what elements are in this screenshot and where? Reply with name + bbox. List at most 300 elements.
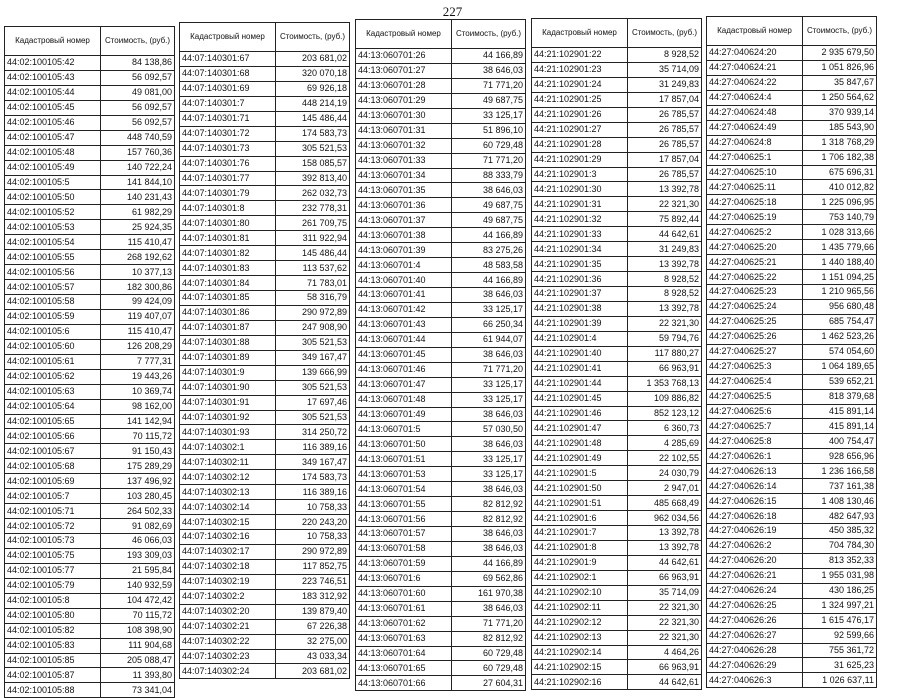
table-row	[532, 197, 702, 212]
cost-cell: 232 778,31	[276, 201, 350, 216]
table-row	[5, 56, 175, 71]
cadastral-number-cell: 44:27:040625:2	[707, 225, 803, 240]
cost-cell: 1 051 826,96	[803, 60, 877, 75]
cadastral-number-cell: 44:07:140301:73	[180, 141, 276, 156]
table-row	[356, 437, 526, 452]
cost-cell: 119 407,07	[101, 309, 175, 324]
cadastral-number-cell: 44:02:100105:72	[5, 519, 101, 534]
cadastral-number-cell: 44:27:040625:22	[707, 270, 803, 285]
table-row	[356, 243, 526, 258]
cost-cell: 33 125,17	[452, 302, 526, 317]
cost-cell: 174 583,73	[276, 470, 350, 485]
table-row	[180, 485, 350, 500]
cost-cell: 1 353 768,13	[628, 376, 702, 391]
table-row	[532, 570, 702, 585]
cadastral-number-cell: 44:02:100105:47	[5, 130, 101, 145]
cost-cell: 25 924,35	[101, 220, 175, 235]
cost-cell: 22 321,30	[628, 197, 702, 212]
table-row	[356, 317, 526, 332]
table-row	[707, 389, 877, 404]
cadastral-number-cell: 44:27:040626:19	[707, 524, 803, 539]
cadastral-number-cell: 44:13:060701:55	[356, 497, 452, 512]
table-row	[180, 395, 350, 410]
cadastral-number-cell: 44:13:060701:65	[356, 661, 452, 676]
cost-cell: 539 652,21	[803, 374, 877, 389]
cadastral-number-cell: 44:13:060701:26	[356, 49, 452, 64]
cost-cell: 349 167,47	[276, 350, 350, 365]
table-row	[356, 482, 526, 497]
cadastral-number-cell: 44:13:060701:27	[356, 63, 452, 78]
table-row	[356, 556, 526, 571]
table-row	[707, 464, 877, 479]
table-row	[707, 210, 877, 225]
table-row	[5, 548, 175, 563]
table-row	[5, 534, 175, 549]
cadastral-number-cell: 44:27:040625:23	[707, 285, 803, 300]
table-row	[180, 380, 350, 395]
cost-cell: 685 754,47	[803, 314, 877, 329]
cadastral-number-cell: 44:13:060701:63	[356, 631, 452, 646]
cadastral-number-cell: 44:21:102902:16	[532, 675, 628, 690]
table-row	[707, 75, 877, 90]
cadastral-number-cell: 44:13:060701:48	[356, 392, 452, 407]
table-row	[356, 377, 526, 392]
table-row	[707, 299, 877, 314]
header-cadastral-number: Кадастровый номер	[356, 20, 452, 49]
cadastral-number-cell: 44:07:140301:7	[180, 96, 276, 111]
table-row	[180, 201, 350, 216]
table-row	[532, 391, 702, 406]
cadastral-number-cell: 44:13:060701:59	[356, 556, 452, 571]
cost-cell: 755 361,72	[803, 643, 877, 658]
table-row	[356, 258, 526, 273]
cost-cell: 1 462 523,26	[803, 329, 877, 344]
cadastral-number-cell: 44:27:040626:2	[707, 538, 803, 553]
cadastral-number-cell: 44:07:140301:69	[180, 81, 276, 96]
cadastral-number-cell: 44:13:060701:49	[356, 407, 452, 422]
cost-cell: 35 714,09	[628, 585, 702, 600]
cadastral-number-cell: 44:21:102901:35	[532, 257, 628, 272]
cost-cell: 33 125,17	[452, 452, 526, 467]
table-row	[356, 228, 526, 243]
table-row	[532, 301, 702, 316]
cadastral-number-cell: 44:07:140301:91	[180, 395, 276, 410]
cost-cell: 33 125,17	[452, 392, 526, 407]
table-row	[356, 332, 526, 347]
cost-cell: 7 777,31	[101, 354, 175, 369]
table-row	[707, 628, 877, 643]
cost-cell: 73 341,04	[101, 683, 175, 698]
cadastral-number-cell: 44:07:140302:22	[180, 634, 276, 649]
table-row	[707, 419, 877, 434]
cost-cell: 852 123,12	[628, 406, 702, 421]
table-row	[5, 324, 175, 339]
cadastral-number-cell: 44:21:102901:51	[532, 496, 628, 511]
cadastral-number-cell: 44:13:060701:45	[356, 347, 452, 362]
table-row	[532, 466, 702, 481]
table-row	[180, 350, 350, 365]
table-row	[5, 653, 175, 668]
cadastral-number-cell: 44:13:060701:36	[356, 198, 452, 213]
cost-cell: 70 115,72	[101, 608, 175, 623]
cadastral-number-cell: 44:02:100105:67	[5, 444, 101, 459]
table-row	[356, 93, 526, 108]
table-row	[5, 160, 175, 175]
cadastral-number-cell: 44:07:140301:67	[180, 52, 276, 67]
cadastral-number-cell: 44:13:060701:29	[356, 93, 452, 108]
table-row	[5, 519, 175, 534]
cadastral-number-cell: 44:21:102902:12	[532, 615, 628, 630]
cost-cell: 117 880,27	[628, 346, 702, 361]
table-row	[707, 524, 877, 539]
cost-cell: 174 583,73	[276, 126, 350, 141]
cost-cell: 370 939,14	[803, 105, 877, 120]
cadastral-number-cell: 44:02:100105:58	[5, 295, 101, 310]
cadastral-number-cell: 44:21:102901:32	[532, 212, 628, 227]
cadastral-number-cell: 44:21:102901:9	[532, 555, 628, 570]
table-row	[356, 571, 526, 586]
table-row	[5, 369, 175, 384]
cost-cell: 415 891,14	[803, 419, 877, 434]
header-cadastral-number: Кадастровый номер	[532, 19, 628, 48]
cost-cell: 1 064 189,65	[803, 359, 877, 374]
cost-cell: 141 844,10	[101, 175, 175, 190]
cost-cell: 66 250,34	[452, 317, 526, 332]
cadastral-number-cell: 44:07:140301:86	[180, 305, 276, 320]
table-row	[180, 305, 350, 320]
table-row	[356, 362, 526, 377]
cost-cell: 92 599,66	[803, 628, 877, 643]
cadastral-number-cell: 44:27:040626:26	[707, 613, 803, 628]
cost-cell: 82 812,92	[452, 512, 526, 527]
table-row	[5, 474, 175, 489]
cost-cell: 290 972,89	[276, 544, 350, 559]
cadastral-number-cell: 44:27:040625:7	[707, 419, 803, 434]
cost-cell: 103 280,45	[101, 489, 175, 504]
cost-cell: 66 963,91	[628, 361, 702, 376]
cadastral-number-cell: 44:21:102901:5	[532, 466, 628, 481]
cadastral-number-cell: 44:21:102901:25	[532, 92, 628, 107]
cost-cell: 60 729,48	[452, 661, 526, 676]
cadastral-number-cell: 44:21:102902:14	[532, 645, 628, 660]
cadastral-number-cell: 44:27:040624:4	[707, 90, 803, 105]
cost-cell: 51 896,10	[452, 123, 526, 138]
cadastral-number-cell: 44:02:100105:54	[5, 235, 101, 250]
table-row	[180, 335, 350, 350]
cost-cell: 956 680,48	[803, 299, 877, 314]
cadastral-number-cell: 44:21:102901:37	[532, 287, 628, 302]
cadastral-number-cell: 44:13:060701:39	[356, 243, 452, 258]
cost-cell: 1 435 779,66	[803, 240, 877, 255]
table-row	[356, 527, 526, 542]
cost-cell: 21 595,84	[101, 563, 175, 578]
table-row	[5, 70, 175, 85]
table-row	[707, 494, 877, 509]
cost-cell: 157 760,36	[101, 145, 175, 160]
cadastral-number-cell: 44:21:102901:4	[532, 331, 628, 346]
cost-cell: 305 521,53	[276, 141, 350, 156]
table-row	[180, 515, 350, 530]
table-row	[5, 205, 175, 220]
cadastral-number-cell: 44:02:100105:73	[5, 534, 101, 549]
cadastral-number-cell: 44:07:140301:84	[180, 276, 276, 291]
cost-cell: 1 318 768,29	[803, 135, 877, 150]
cost-cell: 43 033,34	[276, 649, 350, 664]
cadastral-number-cell: 44:13:060701:38	[356, 228, 452, 243]
table-row	[180, 649, 350, 664]
cost-cell: 49 687,75	[452, 213, 526, 228]
table-row	[532, 272, 702, 287]
cadastral-number-cell: 44:02:100105:8	[5, 593, 101, 608]
cadastral-number-cell: 44:27:040626:18	[707, 509, 803, 524]
cost-cell: 60 729,48	[452, 138, 526, 153]
table-row	[532, 122, 702, 137]
table-row	[532, 227, 702, 242]
table-row	[532, 615, 702, 630]
cadastral-number-cell: 44:13:060701:33	[356, 153, 452, 168]
cadastral-number-cell: 44:02:100105:64	[5, 399, 101, 414]
cost-cell: 49 687,75	[452, 93, 526, 108]
table-row	[180, 455, 350, 470]
cadastral-number-cell: 44:13:060701:62	[356, 616, 452, 631]
cadastral-number-cell: 44:21:102902:10	[532, 585, 628, 600]
table-row	[356, 541, 526, 556]
cadastral-number-cell: 44:13:060701:44	[356, 332, 452, 347]
cadastral-number-cell: 44:02:100105:7	[5, 489, 101, 504]
cost-cell: 38 646,03	[452, 183, 526, 198]
cost-cell: 262 032,73	[276, 186, 350, 201]
table-row	[180, 96, 350, 111]
cadastral-number-cell: 44:27:040626:1	[707, 449, 803, 464]
table-row	[356, 676, 526, 691]
cadastral-number-cell: 44:27:040626:3	[707, 673, 803, 688]
cost-cell: 813 352,33	[803, 553, 877, 568]
table-row	[707, 449, 877, 464]
cadastral-number-cell: 44:27:040624:8	[707, 135, 803, 150]
table-row	[356, 512, 526, 527]
table-row	[180, 634, 350, 649]
cadastral-number-cell: 44:07:140301:87	[180, 320, 276, 335]
cost-cell: 161 970,38	[452, 586, 526, 601]
header-cost: Стоимость, (руб.)	[628, 19, 702, 48]
cadastral-number-cell: 44:07:140302:20	[180, 604, 276, 619]
cadastral-number-cell: 44:07:140301:71	[180, 111, 276, 126]
table-row	[707, 553, 877, 568]
table-row	[5, 175, 175, 190]
cost-cell: 139 666,99	[276, 365, 350, 380]
cost-cell: 1 615 476,17	[803, 613, 877, 628]
table-row	[180, 604, 350, 619]
cadastral-number-cell: 44:27:040625:27	[707, 344, 803, 359]
table-row	[356, 467, 526, 482]
cadastral-number-cell: 44:02:100105:83	[5, 638, 101, 653]
cadastral-number-cell: 44:13:060701:64	[356, 646, 452, 661]
table-row	[5, 593, 175, 608]
cadastral-number-cell: 44:07:140302:19	[180, 574, 276, 589]
cost-cell: 1 408 130,46	[803, 494, 877, 509]
cadastral-number-cell: 44:02:100105:52	[5, 205, 101, 220]
cost-cell: 311 922,94	[276, 231, 350, 246]
table-row	[532, 630, 702, 645]
cost-cell: 26 785,57	[628, 137, 702, 152]
cost-cell: 31 249,83	[628, 77, 702, 92]
cadastral-number-cell: 44:02:100105:56	[5, 265, 101, 280]
table-row	[532, 212, 702, 227]
cost-cell: 4 285,69	[628, 436, 702, 451]
cadastral-number-cell: 44:02:100105:50	[5, 190, 101, 205]
cost-cell: 205 088,47	[101, 653, 175, 668]
cadastral-number-cell: 44:21:102901:8	[532, 540, 628, 555]
cost-cell: 75 892,44	[628, 212, 702, 227]
cadastral-number-cell: 44:13:060701:56	[356, 512, 452, 527]
cadastral-number-cell: 44:21:102901:30	[532, 182, 628, 197]
cost-cell: 82 812,92	[452, 631, 526, 646]
cost-cell: 8 928,52	[628, 287, 702, 302]
table-row	[5, 444, 175, 459]
cadastral-number-cell: 44:02:100105:87	[5, 668, 101, 683]
table-row	[532, 107, 702, 122]
table-row	[5, 623, 175, 638]
table-row	[532, 152, 702, 167]
table-row	[180, 530, 350, 545]
table-row	[5, 115, 175, 130]
cost-cell: 2 947,01	[628, 481, 702, 496]
table-row	[180, 470, 350, 485]
table-row	[356, 586, 526, 601]
cost-cell: 67 226,38	[276, 619, 350, 634]
cost-cell: 1 151 094,25	[803, 270, 877, 285]
table-row	[180, 440, 350, 455]
cadastral-number-cell: 44:27:040626:15	[707, 494, 803, 509]
table-row	[180, 52, 350, 67]
cost-cell: 13 392,78	[628, 301, 702, 316]
cadastral-number-cell: 44:21:102902:15	[532, 660, 628, 675]
cadastral-number-cell: 44:07:140301:68	[180, 66, 276, 81]
cadastral-number-cell: 44:07:140302:13	[180, 485, 276, 500]
cost-cell: 32 275,00	[276, 634, 350, 649]
cadastral-number-cell: 44:21:102901:28	[532, 137, 628, 152]
table-row	[532, 421, 702, 436]
cost-cell: 6 360,73	[628, 421, 702, 436]
cadastral-number-cell: 44:02:100105:75	[5, 548, 101, 563]
cost-cell: 91 150,43	[101, 444, 175, 459]
cadastral-number-cell: 44:02:100105:61	[5, 354, 101, 369]
cost-cell: 1 210 965,56	[803, 285, 877, 300]
cost-cell: 485 668,49	[628, 496, 702, 511]
table-row	[707, 329, 877, 344]
table-row	[532, 645, 702, 660]
cadastral-number-cell: 44:13:060701:5	[356, 422, 452, 437]
cost-cell: 1 026 637,11	[803, 673, 877, 688]
cost-cell: 818 379,68	[803, 389, 877, 404]
cadastral-number-cell: 44:13:060701:40	[356, 273, 452, 288]
table-row	[180, 276, 350, 291]
cadastral-number-cell: 44:27:040625:25	[707, 314, 803, 329]
cost-cell: 71 771,20	[452, 362, 526, 377]
table-row	[532, 257, 702, 272]
cadastral-number-cell: 44:02:100105:85	[5, 653, 101, 668]
table-row	[532, 675, 702, 690]
table-row	[5, 429, 175, 444]
cadastral-number-cell: 44:13:060701:34	[356, 168, 452, 183]
cadastral-number-cell: 44:21:102901:29	[532, 152, 628, 167]
table-row	[5, 489, 175, 504]
cadastral-number-cell: 44:07:140302:17	[180, 544, 276, 559]
cadastral-number-cell: 44:27:040626:21	[707, 568, 803, 583]
cost-cell: 305 521,53	[276, 410, 350, 425]
cadastral-number-cell: 44:07:140301:85	[180, 291, 276, 306]
table-row	[180, 111, 350, 126]
cost-cell: 203 681,02	[276, 52, 350, 67]
cadastral-number-cell: 44:07:140301:8	[180, 201, 276, 216]
cost-cell: 33 125,17	[452, 467, 526, 482]
table-row	[180, 216, 350, 231]
table-row	[5, 399, 175, 414]
cadastral-number-cell: 44:21:102901:24	[532, 77, 628, 92]
cadastral-number-cell: 44:02:100105:68	[5, 459, 101, 474]
table-row	[356, 123, 526, 138]
cost-cell: 193 309,03	[101, 548, 175, 563]
table-row	[707, 195, 877, 210]
table-row	[5, 354, 175, 369]
cadastral-number-cell: 44:13:060701:54	[356, 482, 452, 497]
cadastral-number-cell: 44:27:040626:25	[707, 598, 803, 613]
table-row	[180, 66, 350, 81]
cadastral-number-cell: 44:27:040625:6	[707, 404, 803, 419]
cost-cell: 35 714,09	[628, 62, 702, 77]
cost-cell: 141 142,94	[101, 414, 175, 429]
cost-cell: 1 324 997,21	[803, 598, 877, 613]
cost-cell: 35 847,67	[803, 75, 877, 90]
table-row	[532, 376, 702, 391]
cost-cell: 31 249,83	[628, 242, 702, 257]
cost-cell: 69 562,86	[452, 571, 526, 586]
cost-cell: 220 243,20	[276, 515, 350, 530]
table-row	[707, 225, 877, 240]
cost-cell: 261 709,75	[276, 216, 350, 231]
cost-cell: 44 166,89	[452, 49, 526, 64]
cadastral-number-cell: 44:02:100105:59	[5, 309, 101, 324]
cost-cell: 448 214,19	[276, 96, 350, 111]
table-row	[707, 613, 877, 628]
cost-cell: 1 225 096,95	[803, 195, 877, 210]
cost-cell: 11 393,80	[101, 668, 175, 683]
cost-cell: 17 857,04	[628, 92, 702, 107]
table-row	[707, 165, 877, 180]
table-row	[707, 314, 877, 329]
cost-cell: 115 410,47	[101, 324, 175, 339]
cadastral-number-cell: 44:02:100105:82	[5, 623, 101, 638]
cost-cell: 84 138,86	[101, 56, 175, 71]
table-row	[532, 526, 702, 541]
table-row	[532, 555, 702, 570]
table-row	[5, 235, 175, 250]
cost-cell: 22 321,30	[628, 600, 702, 615]
cost-cell: 223 746,51	[276, 574, 350, 589]
cadastral-number-cell: 44:27:040625:26	[707, 329, 803, 344]
table-row	[180, 410, 350, 425]
cadastral-number-cell: 44:27:040625:21	[707, 255, 803, 270]
cost-cell: 44 642,61	[628, 555, 702, 570]
cost-cell: 1 706 182,38	[803, 150, 877, 165]
header-cadastral-number: Кадастровый номер	[707, 17, 803, 46]
table-row	[707, 285, 877, 300]
cadastral-number-cell: 44:21:102901:27	[532, 122, 628, 137]
cadastral-number-cell: 44:21:102902:1	[532, 570, 628, 585]
cost-cell: 247 908,90	[276, 320, 350, 335]
cadastral-number-cell: 44:21:102901:6	[532, 511, 628, 526]
cadastral-number-cell: 44:02:100105:49	[5, 160, 101, 175]
